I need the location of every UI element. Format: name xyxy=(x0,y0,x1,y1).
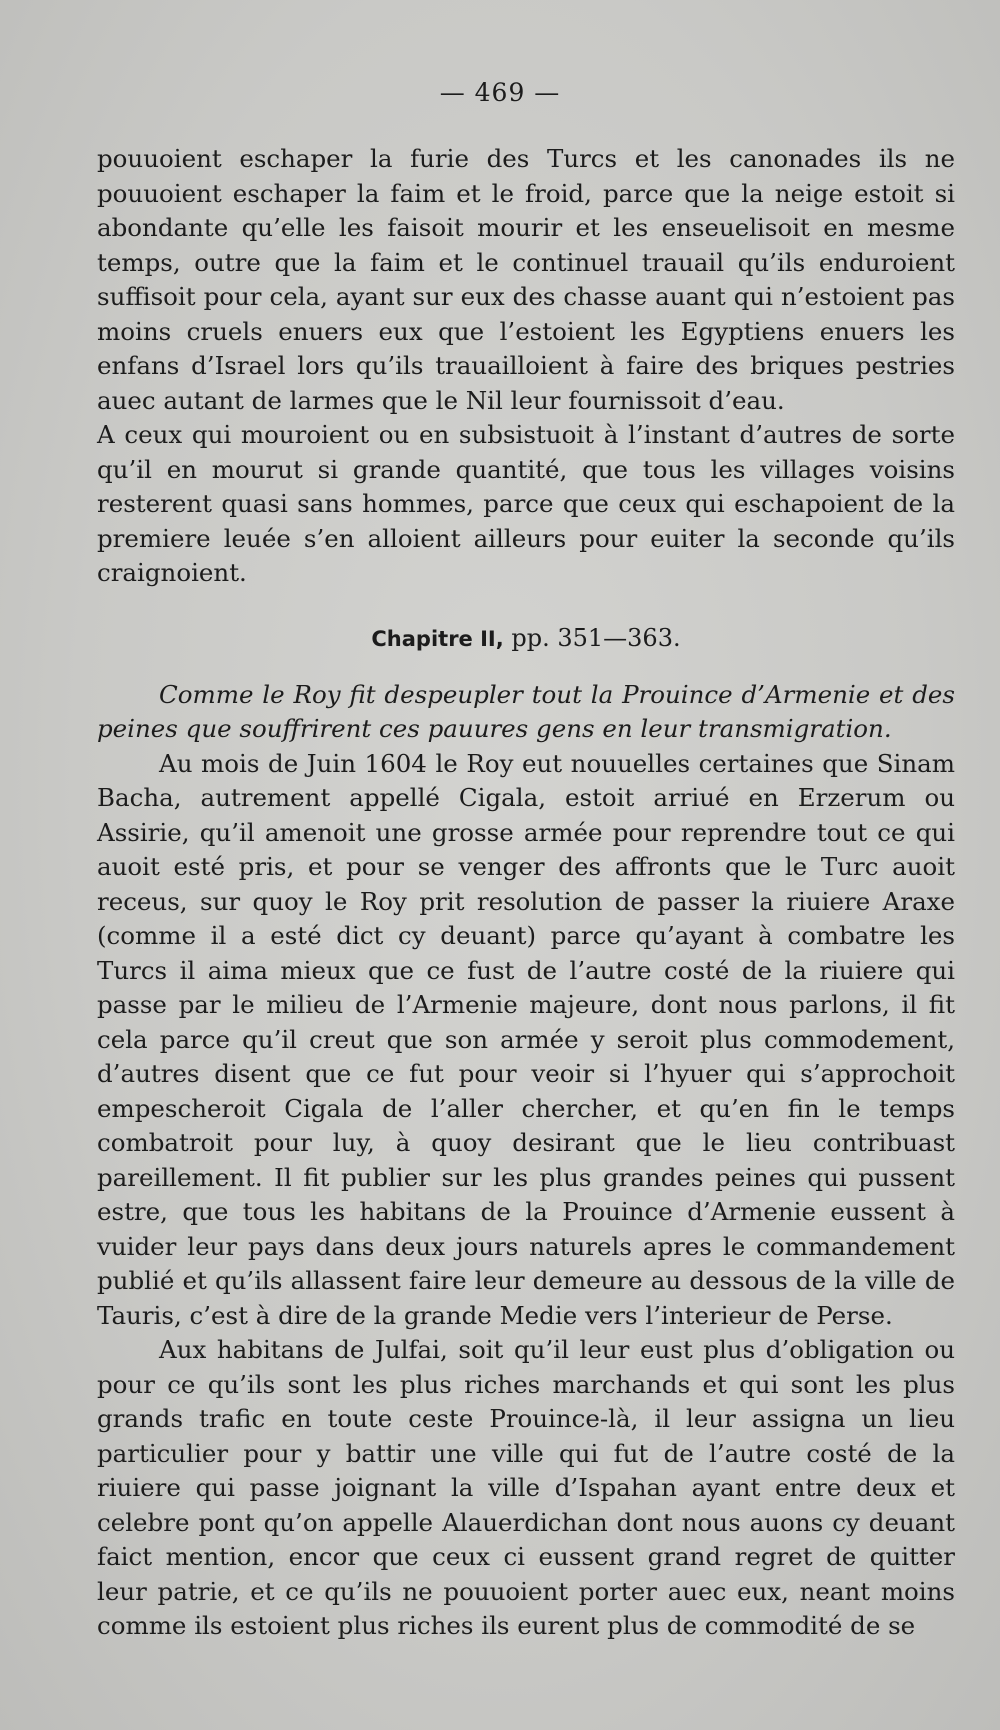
page-number: — 469 — xyxy=(439,78,561,107)
paragraph: pouuoient eschaper la furie des Turcs et les canonades ils ne pouuoient eschaper la faim et le froid, parce que la neige estoit si abondante qu’elle les faisoit mourir et les enseuelisoit en mesme temps, outre que la faim et le continuel trauail qu’ils enduroient suffisoit pour cela, ayant sur eux des chasse auant qui n’estoient pas moins cruels enuers eux que l’estoient les Egyptiens enuers les enfans d’Israel lors qu’ils trauailloient à faire des briques pestries auec autant de larmes que le Nil leur fournissoit d’eau. xyxy=(97,144,955,415)
paragraph: Aux habitans de Julfai, soit qu’il leur eust plus d’obligation ou pour ce qu’ils sont les plus riches marchands et qui sont les plus grands trafic en toute ceste Prouince-là, il leur assigna un lieu particulier pour y battir une ville qui fut de l’autre costé de la riuiere qui passe joignant la ville d’Ispahan ayant entre deux et celebre pont qu’on appelle Alauerdichan dont nous auons cy deuant faict mention, encor que ceux ci eussent grand regret de quitter leur patrie, et ce qu’ils ne pouuoient porter auec eux, neant moins comme ils estoient plus riches ils eurent plus de commodité de se xyxy=(97,1335,955,1640)
text-block xyxy=(97,142,955,1644)
chapter-label: Chapitre II, xyxy=(371,626,504,651)
chapter-title: Comme le Roy fit despeupler tout la Prouince d’Armenie et des peines que souffrirent ces pauures gens en leur transmigration. xyxy=(97,679,955,743)
paragraph: Au mois de Juin 1604 le Roy eut nouuelles certaines que Sinam Bacha, autrement appellé Cigala, estoit arriué en Erzerum ou Assirie, qu’il amenoit une grosse armée pour reprendre tout ce qui auoit esté pris, et pour se venger des affronts que le Turc auoit receus, sur quoy le Roy prit resolution de passer la riuiere Araxe (comme il a esté dict cy deuant) parce qu’ayant à combatre les Turcs il aima mieux que ce fust de l’autre costé de la riuiere qui passe par le milieu de l’Armenie majeure, dont nous parlons, il fit cela parce qu’il creut que son armée y seroit plus commodement, d’autres disent que ce fut pour veoir si l’hyuer qui s’approchoit empescheroit Cigala de l’aller chercher, et qu’en fin le temps combatroit pour luy, à quoy desirant que le lieu contribuast pareillement. Il fit publier sur les plus grandes peines qui pussent estre, que tous les habitans de la Prouince d’Armenie eussent à vuider leur pays dans deux jours naturels apres le commandement publié et qu’ils allassent faire leur demeure au dessous de la ville de Tauris, c’est à dire de la grande Medie vers l’interieur de Perse. xyxy=(97,748,955,1330)
chapter-pages: pp. 351—363. xyxy=(511,623,681,652)
paragraph: A ceux qui mouroient ou en subsistuoit à l’instant d’autres de sorte qu’il en mourut si grande quantité, que tous les villages voisins resterent quasi sans hommes, parce que ceux qui eschapoient de la premiere leuée s’en alloient ailleurs pour euiter la seconde qu’ils craignoient. xyxy=(97,420,955,587)
chapter-heading xyxy=(97,621,955,656)
